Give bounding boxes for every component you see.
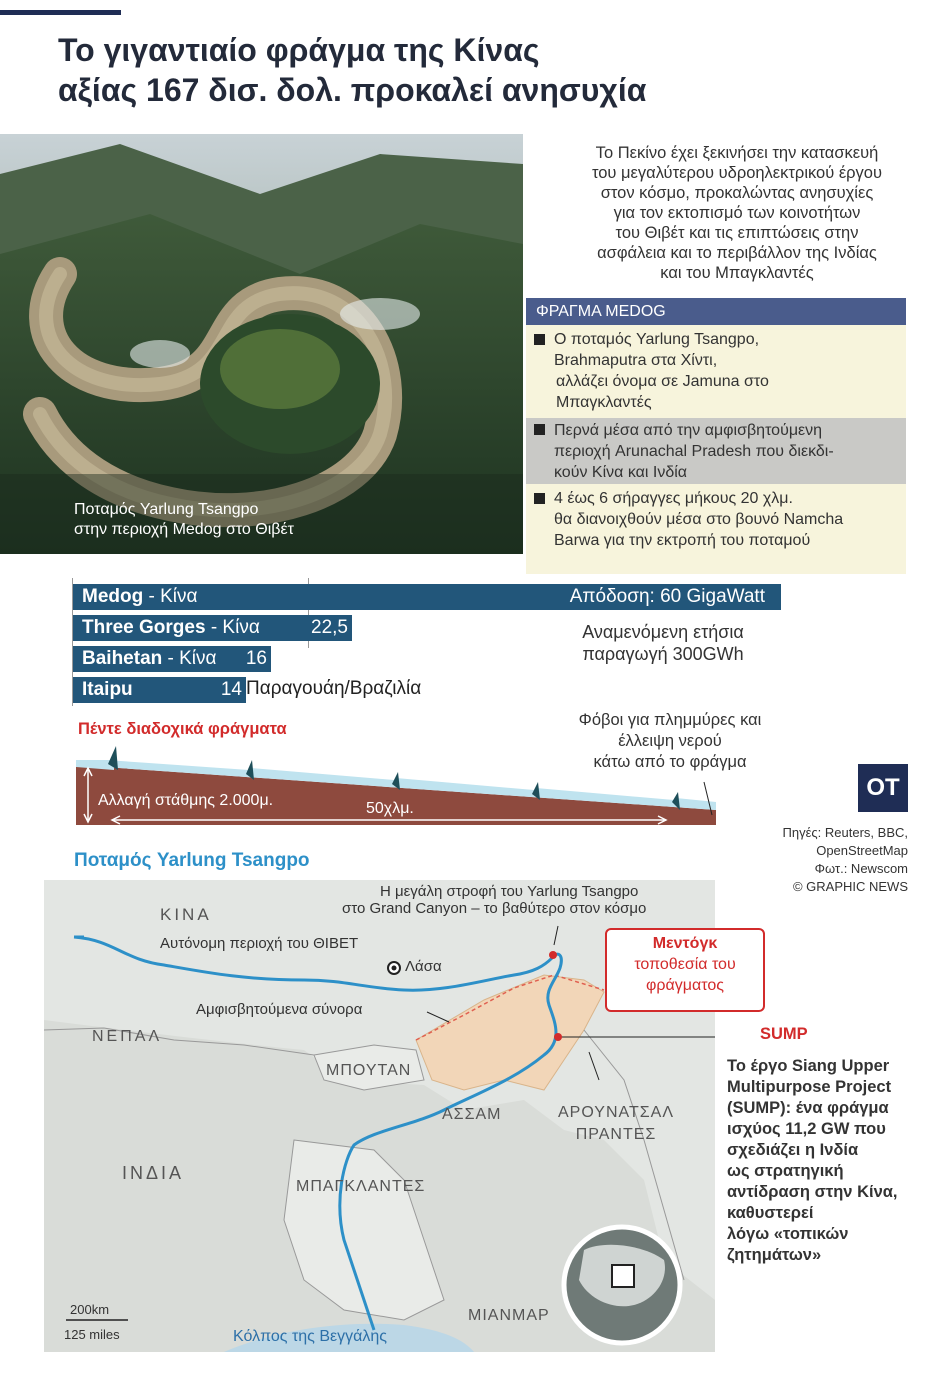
sump-description: Το έργο Siang Upper Multipurpose Project (SUMP): ένα φράγμα ισχύος 11,2 GW που σχεδιάζει η Ινδία ως στρατηγική αντίδραση στην Κίνα, καθυστερεί λόγω «τοπικών ζητημάτων» xyxy=(727,1057,898,1264)
bullet-square-icon xyxy=(534,424,545,435)
level-change-label: Αλλαγή στάθμης 2.000μ. xyxy=(98,792,274,809)
great-bend-label: Η μεγάλη στροφή του Yarlung Tsangpo στο Grand Canyon – το βαθύτερο στον κόσμο xyxy=(342,883,647,917)
page-title: Το γιγαντιαίο φράγμα της Κίνας αξίας 167 δισ. δολ. προκαλεί ανησυχία xyxy=(58,32,647,108)
annual-output-note: Αναμενόμενη ετήσια παραγωγή 300GWh xyxy=(582,622,744,664)
arunachal-label: ΑΡΟΥΝΑΤΣΑΛ ΠΡΑΝΤΕΣ xyxy=(558,1104,675,1143)
scale-miles: 125 miles xyxy=(64,1327,120,1342)
assam-label: ΑΣΣΑΜ xyxy=(442,1106,502,1123)
length-label: 50χλμ. xyxy=(366,800,414,817)
scale-km: 200km xyxy=(70,1302,110,1317)
medog-marker xyxy=(549,951,557,959)
fears-note: Φόβοι για πλημμύρες και έλλειψη νερού κάτω από το φράγμα xyxy=(578,711,762,771)
bangladesh-label: ΜΠΑΓΚΛΑΝΤΕΣ xyxy=(296,1178,426,1195)
sources-credit: Πηγές: Reuters, BBC, OpenStreetMap Φωτ.: Newscom © GRAPHIC NEWS xyxy=(782,825,908,894)
tibet-label: Αυτόνομη περιοχή του ΘΙΒΕΤ xyxy=(160,935,359,952)
sump-label: SUMP xyxy=(760,1025,808,1043)
bar-three-gorges: Three Gorges - Κίνα 22,5 xyxy=(73,615,352,641)
bar-medog: Medog - Κίνα Απόδοση: 60 GigaWatt xyxy=(73,584,781,610)
disputed-borders-label: Αμφισβητούμενα σύνορα xyxy=(196,1001,363,1018)
map-title: Ποταμός Yarlung Tsangpo xyxy=(74,850,310,871)
bullet-square-icon xyxy=(534,334,545,345)
lhasa-label: Λάσα xyxy=(405,958,442,975)
sump-marker xyxy=(554,1033,562,1041)
river-photo xyxy=(0,134,523,554)
dams-title: Πέντε διαδοχικά φράγματα xyxy=(78,720,287,738)
china-label: ΚΙΝΑ xyxy=(160,905,212,924)
itaipu-country-label: Παραγουάη/Βραζιλία xyxy=(246,678,422,699)
myanmar-label: ΜΙΑΝΜΑΡ xyxy=(468,1307,550,1324)
bhutan-label: ΜΠΟΥΤΑΝ xyxy=(326,1062,412,1079)
bullet-square-icon xyxy=(534,493,545,504)
medog-callout: Μεντόγκ τοποθεσία του φράγματος xyxy=(605,928,765,1012)
intro-paragraph: Το Πεκίνο έχει ξεκινήσει την κατασκευή του μεγαλύτερου υδροηλεκτρικού έργου στον κόσμο, προκαλώντας ανησυχίες για τον εκτοπισμό των κοινοτήτων του Θιβέτ και τις επιπτώσεις στην ασφάλεια και το περιβάλλον της Ινδίας και του Μπαγκλαντές xyxy=(591,144,883,282)
fact-item-1: Ο ποταμός Yarlung Tsangpo, Brahmaputra στα Χίντι, αλλάζει όνομα σε Jamuna στο Μπαγκλαντές xyxy=(526,329,906,419)
bar-baihetan: Baihetan - Κίνα 16 xyxy=(73,646,271,672)
power-output-chart xyxy=(72,578,792,708)
fact-item-2: Περνά μέσα από την αμφισβητούμενη περιοχή Arunachal Pradesh που διεκδι- κούν Κίνα και Ινδία xyxy=(526,418,906,484)
fact-item-3: 4 έως 6 σήραγγες μήκους 20 χλμ. θα διανοιχθούν μέσα στο βουνό Namcha Barwa για την εκτροπή του ποταμού xyxy=(526,488,906,558)
fact-box-title: ΦΡΑΓΜΑ MEDOG xyxy=(526,298,906,325)
nepal-label: ΝΕΠΑΛ xyxy=(92,1028,163,1045)
bar-itaipu: Itaipu 14 xyxy=(73,677,246,703)
top-accent-bar xyxy=(0,10,121,15)
photo-caption: Ποταμός Yarlung Tsangpo στην περιοχή Medog στο Θιβέτ xyxy=(74,501,294,538)
publisher-logo: OT xyxy=(858,764,908,812)
bay-of-bengal-label: Κόλπος της Βεγγάλης xyxy=(233,1328,387,1345)
india-label: ΙΝΔΙΑ xyxy=(122,1163,185,1183)
